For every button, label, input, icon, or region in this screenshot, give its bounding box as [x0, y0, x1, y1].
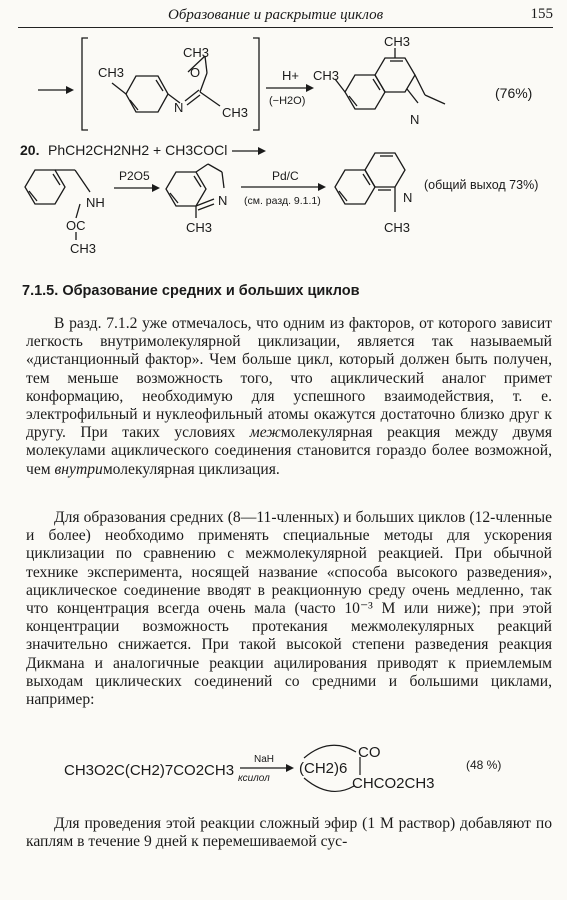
bracket-left: [82, 38, 88, 130]
solvent-label: ксилол: [238, 773, 270, 784]
ring-chain: (CH2)6: [299, 760, 348, 777]
aryl-methyl-bond: [112, 83, 126, 94]
dihydroisoquinoline-ring: [166, 172, 206, 206]
ch3-label: CH3: [70, 241, 97, 256]
oxygen-label: O: [190, 65, 201, 80]
isoquinoline-ring: [335, 170, 375, 204]
ch3-label: CH3: [384, 34, 411, 49]
ch3-label: CH3: [183, 45, 210, 60]
paragraph-2: Для образования средних (8—11-членных) и больших циклов (12-членные и более) необходимо применять специальные методы для ускорения циклизации по сравнению с межмолекулярной реакцией. При обычной технике эксперимента, носящей название «способа высокого разведения», ациклическое соединение вводят в реакционную среду очень медленно, так что концентрация всегда очень мала (часто 10⁻³ М или ниже); при этой концентрации возможность протекания межмолекулярных реакций значительно снижается. При такой высокой степени разведения реакция Дикмана и аналогичные реакции ацилирования приводят к приемлемым выходам циклических соединений со средними и большими циклами, например:: [26, 509, 552, 709]
reaction-scheme-top: [0, 30, 567, 275]
emphasis-inter: меж: [249, 424, 281, 442]
ch3-label: CH3: [313, 68, 340, 83]
reaction-number: 20.: [20, 142, 40, 158]
reagent-label: P2O5: [119, 169, 150, 183]
paragraph-3: Для проведения этой реакции сложный эфир (1 М раствор) добавляют по каплям в течение 9 дней к перемешиваемой сус-: [26, 815, 552, 851]
overall-yield: (общий выход 73%): [424, 178, 539, 192]
yield-label: (76%): [495, 85, 533, 101]
dieckmann-reaction: [0, 728, 567, 808]
reagent-label: Pd/C: [272, 169, 299, 183]
section-number: 7.1.5.: [22, 283, 59, 299]
nitrogen-label: N: [218, 193, 228, 208]
carbonyl-label: OC: [66, 218, 86, 233]
acid-catalyst-label: H+: [282, 68, 299, 83]
running-title: Образование и раскрытие циклов: [168, 7, 384, 23]
ch3-label: CH3: [222, 105, 249, 120]
page-header: [18, 3, 553, 28]
ring-bond-top: [304, 745, 356, 758]
reactant-formula: CH3O2C(CH2)7CO2CH3: [64, 762, 235, 779]
ch3-label: CH3: [384, 220, 411, 235]
paragraph-1-text: молекулярная циклизация.: [102, 460, 280, 478]
paragraph-1-text: молекулярная реакция между двумя молекулами ациклического соединения становится гораздо более возможной, чем: [26, 424, 552, 478]
reagent-label: NaH: [254, 754, 275, 765]
ester-group: CHCO2CH3: [352, 775, 435, 792]
nh-label: NH: [86, 195, 105, 210]
reagent-note: (см. разд. 9.1.1): [244, 195, 321, 207]
paragraph-1-text: В разд. 7.1.2 уже отмечалось, что одним из факторов, от которого зависит легкость внутримолекулярной циклизации, является так называемый «дистанционный фактор». Чем больше цикл, который должен быть получен, тем меньше возможность того, что ациклический аналог примет конформацию, необходимую для успешного взаимодействия, т. е. электрофильный и нуклеофильный атомы окажутся достаточно близко друг к другу. При таких условиях: [26, 315, 552, 442]
nitrogen-label: N: [403, 190, 413, 205]
water-loss-label: (−H2O): [269, 95, 306, 107]
incoming-arrowhead: [66, 86, 74, 94]
quinoline-benzo-ring: [345, 75, 385, 109]
reaction-equation: PhCH2CH2NH2 + CH3COCl: [48, 142, 228, 158]
ch3-label: CH3: [98, 65, 125, 80]
page-number: 155: [530, 6, 553, 22]
phenyl-ring: [25, 170, 65, 204]
intermediate-aryl-ring: [126, 76, 168, 112]
ring-bond-bottom: [304, 778, 354, 791]
yield-label: (48 %): [466, 758, 502, 772]
bracket-right: [253, 38, 259, 130]
nitrogen-label: N: [410, 112, 420, 127]
nitrogen-label: N: [174, 100, 184, 115]
section-title: Образование средних и больших циклов: [62, 283, 360, 299]
carbonyl-group: CO: [358, 744, 381, 761]
paragraph-1: [26, 315, 552, 479]
emphasis-intra: внутри: [54, 460, 103, 478]
ch3-label: CH3: [186, 220, 213, 235]
section-heading: [22, 283, 360, 299]
